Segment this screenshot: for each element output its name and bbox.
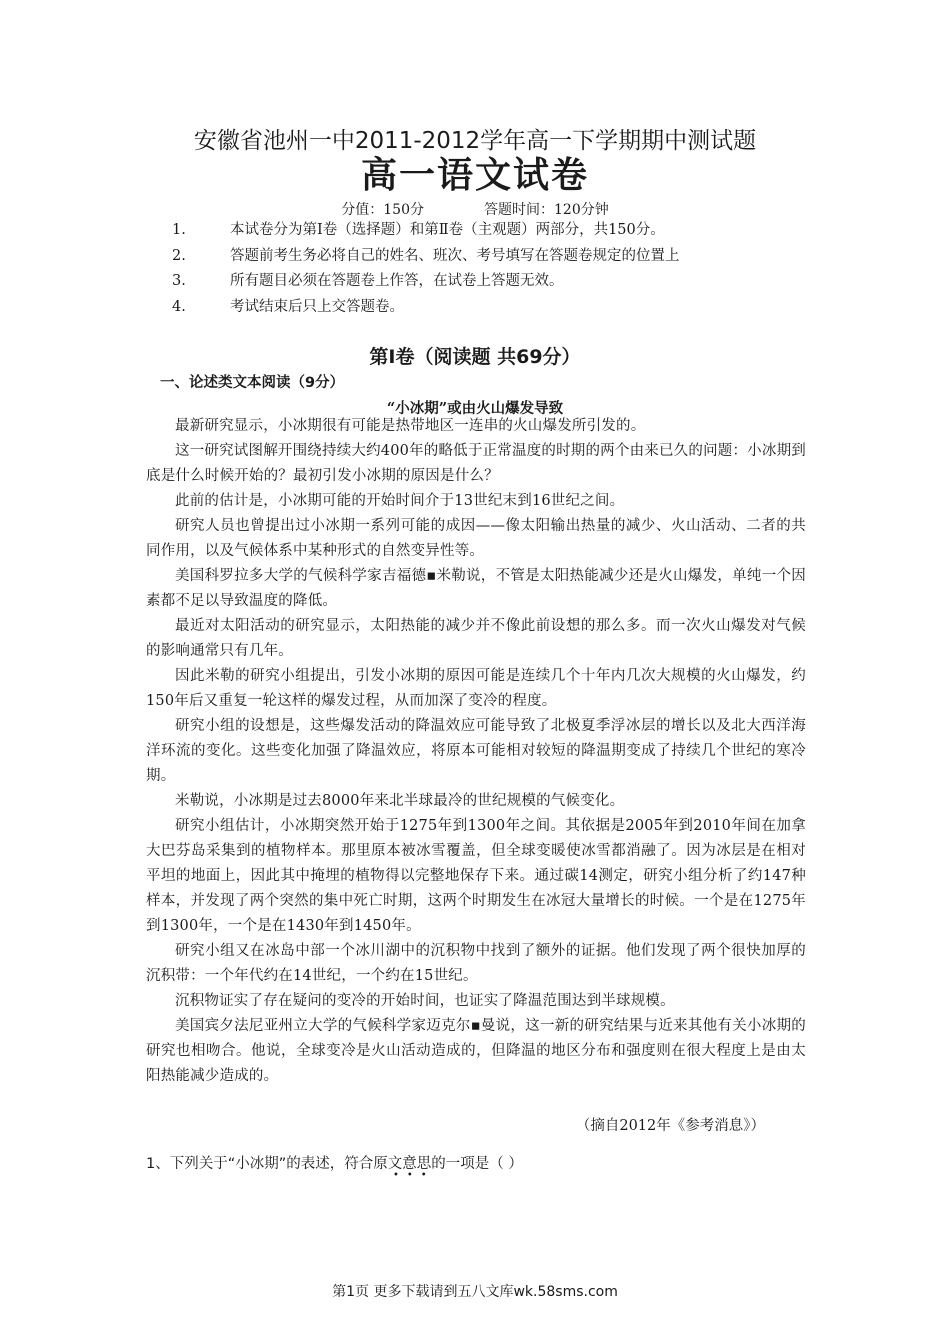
page-footer: 第1页 更多下载请到五八文库wk.58sms.com bbox=[332, 1284, 618, 1300]
article-paragraph: 美国宾夕法尼亚州立大学的气候科学家迈克尔▪曼说，这一新的研究结果与近来其他有关小冰期的研究也相吻合。他说，全球变冷是火山活动造成的，但降温的地区分布和强度则在很大程度上是由太阳热能减少造成的。 bbox=[146, 1018, 806, 1084]
question-1: 1、下列关于“小冰期”的表述，符合原文意思的一项是（ ） bbox=[146, 1156, 523, 1172]
exam-meta bbox=[0, 199, 950, 219]
instructions-list bbox=[172, 218, 812, 320]
part-title: 一、论述类文本阅读（9分） bbox=[160, 375, 345, 391]
section-title: 第Ⅰ卷（阅读题 共69分） bbox=[369, 346, 581, 368]
article-paragraph: 沉积物证实了存在疑问的变冷的开始时间，也证实了降温范围达到半球规模。 bbox=[175, 993, 675, 1009]
article-paragraph: 因此米勒的研究小组提出，引发小冰期的原因可能是连续几个十年内几次大规模的火山爆发，约150年后又重复一轮这样的爆发过程，从而加深了变冷的程度。 bbox=[146, 668, 806, 709]
emphasis-dots: ••• bbox=[393, 1170, 435, 1181]
instruction-item: 3. 所有题目必须在答题卷上作答，在试卷上答题无效。 bbox=[172, 273, 564, 289]
score-label: 分值：150分 bbox=[341, 202, 424, 218]
article-body bbox=[146, 414, 806, 1089]
article-paragraph: 此前的估计是，小冰期可能的开始时间介于13世纪末到16世纪之间。 bbox=[175, 493, 625, 509]
article-paragraph: 最新研究显示，小冰期很有可能是热带地区一连串的火山爆发所引发的。 bbox=[175, 418, 646, 434]
article-paragraph: 研究小组的设想是，这些爆发活动的降温效应可能导致了北极夏季浮冰层的增长以及北大西洋海洋环流的变化。这些变化加强了降温效应，将原本可能相对较短的降温期变成了持续几个世纪的寒冷期。 bbox=[146, 718, 806, 784]
instruction-item: 4. 考试结束后只上交答题卷。 bbox=[172, 298, 404, 315]
exam-title: 安徽省池州一中2011-2012学年高一下学期期中测试题 bbox=[193, 128, 757, 154]
article-source: （摘自2012年《参考消息》） bbox=[575, 1118, 765, 1134]
article-paragraph: 研究小组又在冰岛中部一个冰川湖中的沉积物中找到了额外的证据。他们发现了两个很快加厚的沉积带：一个年代约在14世纪，一个约在15世纪。 bbox=[146, 943, 806, 984]
paper-title: 高一语文试卷 bbox=[360, 154, 589, 196]
time-label: 答题时间：120分钟 bbox=[484, 202, 609, 218]
article-paragraph: 研究小组估计，小冰期突然开始于1275年到1300年之间。其依据是2005年到2010年间在加拿大巴芬岛采集到的植物样本。那里原本被冰雪覆盖，但全球变暖使冰雪都消融了。因为冰层是在相对平坦的地面上，因此其中掩埋的植物得以完整地保存下来。通过碳14测定，研究小组分析了约147种样本，并发现了两个突然的集中死亡时期，这两个时期发生在冰冠大量增长的时候。一个是在1275年到1300年，一个是在1430年到1450年。 bbox=[146, 818, 806, 934]
article-paragraph: 美国科罗拉多大学的气候科学家吉福德▪米勒说，不管是太阳热能减少还是火山爆发，单纯一个因素都不足以导致温度的降低。 bbox=[146, 568, 806, 609]
instruction-item: 1. 本试卷分为第Ⅰ卷（选择题）和第Ⅱ卷（主观题）两部分，共150分。 bbox=[172, 222, 665, 238]
article-paragraph: 最近对太阳活动的研究显示，太阳热能的减少并不像此前设想的那么多。而一次火山爆发对气候的影响通常只有几年。 bbox=[146, 618, 806, 659]
article-paragraph: 这一研究试图解开围绕持续大约400年的略低于正常温度的时期的两个由来已久的问题：小冰期到底是什么时候开始的？最初引发小冰期的原因是什么？ bbox=[146, 443, 806, 484]
article-paragraph: 米勒说，小冰期是过去8000年来北半球最冷的世纪规模的气候变化。 bbox=[175, 793, 625, 809]
article-paragraph: 研究人员也曾提出过小冰期一系列可能的成因——像太阳输出热量的减少、火山活动、二者的共同作用，以及气候体系中某种形式的自然变异性等。 bbox=[146, 518, 806, 559]
article-title: “小冰期”或由火山爆发导致 bbox=[386, 400, 564, 417]
instruction-item: 2. 答题前考生务必将自己的姓名、班次、考号填写在答题卷规定的位置上 bbox=[172, 247, 680, 264]
